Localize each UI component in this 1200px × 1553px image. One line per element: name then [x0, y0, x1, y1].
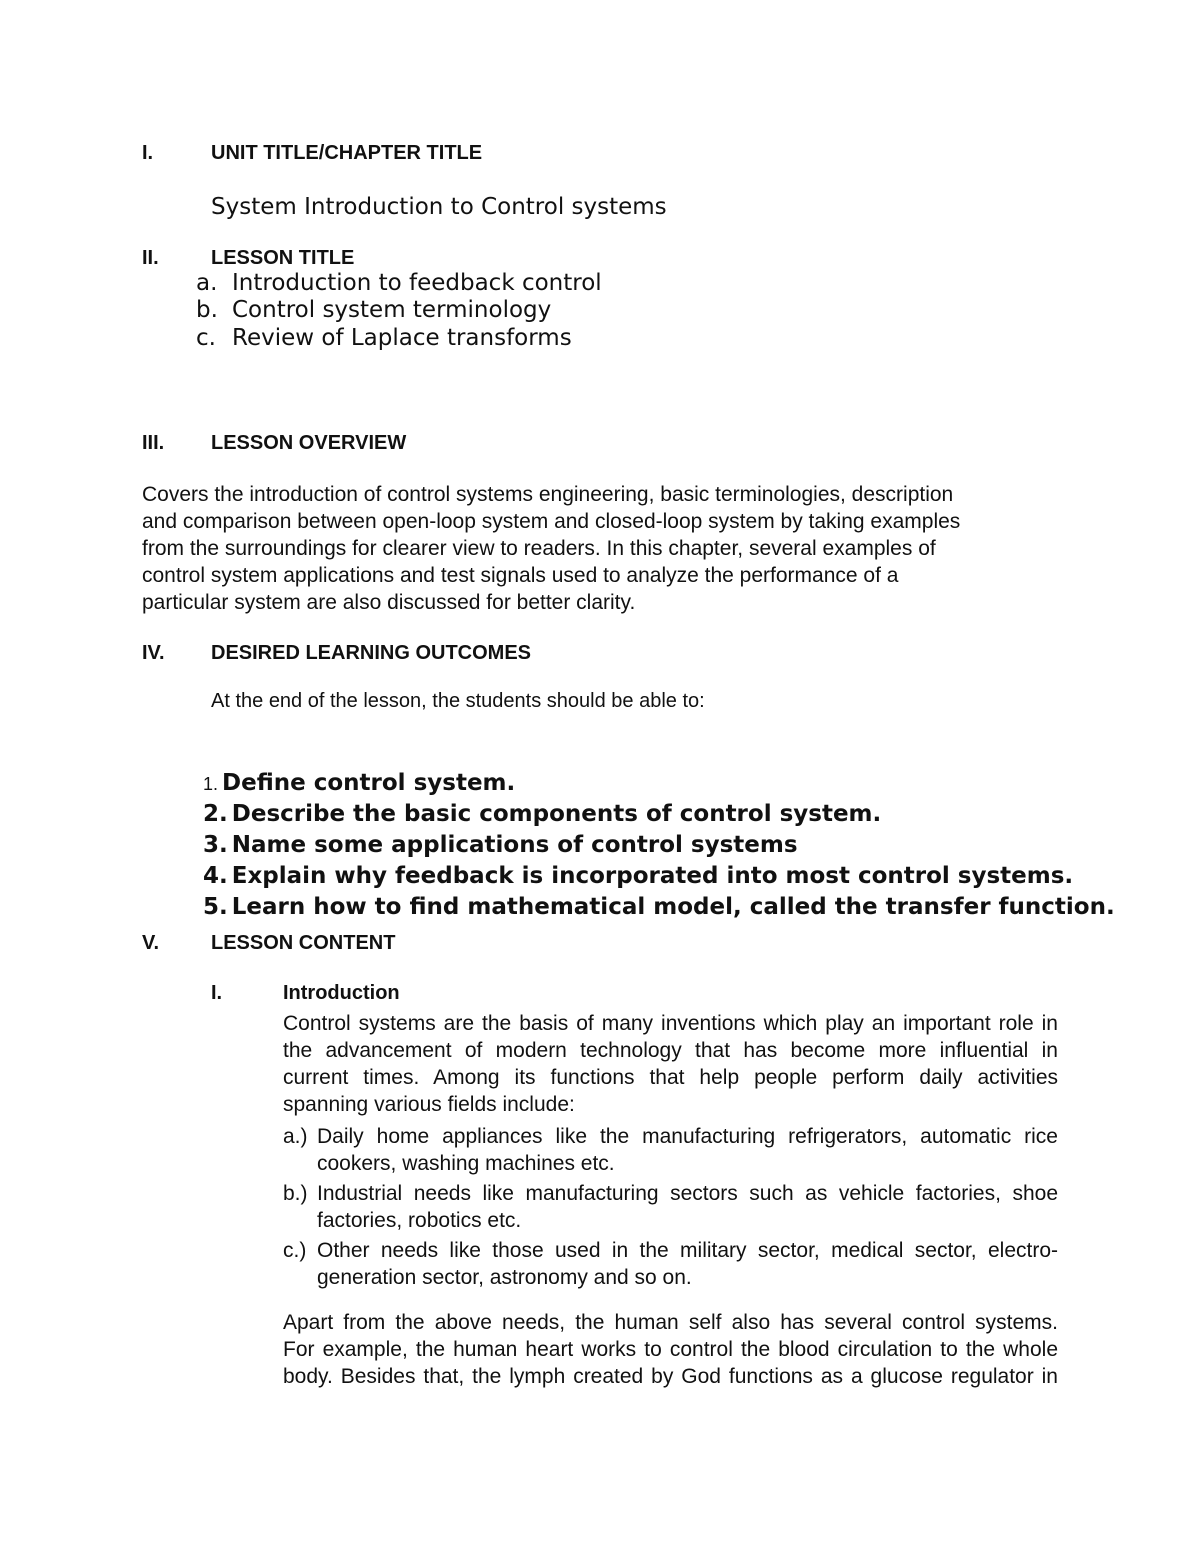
- lesson-title-item: Introduction to feedback control: [232, 270, 602, 296]
- list-item-line: Daily home appliances like the manufacturing refrigerators, automatic rice: [317, 1125, 1058, 1148]
- section-3-numeral: III.: [142, 432, 165, 454]
- list-marker: c.): [283, 1239, 307, 1262]
- outcome-item: [203, 831, 1115, 862]
- outcome-text: Describe the basic components of control system.: [231, 801, 882, 827]
- subsection-numeral: I.: [211, 982, 223, 1004]
- lesson-title-item: Control system terminology: [232, 297, 552, 323]
- list-item: [317, 1237, 1058, 1291]
- list-item: [317, 1123, 1058, 1177]
- outcome-text: Explain why feedback is incorporated into most control systems.: [231, 863, 1074, 889]
- overview-line: particular system are also discussed for better clarity.: [142, 591, 636, 614]
- intro-line: Apart from the above needs, the human self also has several control systems.: [283, 1311, 1058, 1334]
- lesson-title-marker: a.: [196, 270, 218, 296]
- overview-paragraph: [142, 481, 960, 616]
- list-marker: b.): [283, 1182, 308, 1205]
- intro-paragraph-2: [283, 1309, 1058, 1390]
- outcome-marker: 5.: [203, 894, 228, 920]
- list-item-line: cookers, washing machines etc.: [317, 1152, 615, 1175]
- outcome-text: Name some applications of control systems: [231, 832, 798, 858]
- intro-line: For example, the human heart works to control the blood circulation to the whole: [283, 1338, 1058, 1361]
- list-item-line: Industrial needs like manufacturing sectors such as vehicle factories, shoe: [317, 1182, 1058, 1205]
- overview-line: from the surroundings for clearer view to readers. In this chapter, several examples of: [142, 537, 936, 560]
- intro-line: the advancement of modern technology that has become more influential in: [283, 1039, 1058, 1062]
- outcome-marker: 4.: [203, 863, 228, 889]
- outcome-item: [203, 862, 1115, 893]
- outcome-item: [203, 800, 1115, 831]
- list-item-line: factories, robotics etc.: [317, 1209, 522, 1232]
- subsection-heading: Introduction: [283, 982, 400, 1004]
- intro-line: body. Besides that, the lymph created by God functions as a glucose regulator in: [283, 1365, 1058, 1388]
- section-4-heading: DESIRED LEARNING OUTCOMES: [211, 642, 532, 664]
- section-2-numeral: II.: [142, 247, 159, 269]
- intro-line: Control systems are the basis of many inventions which play an important role in: [283, 1012, 1058, 1035]
- lesson-title-marker: c.: [196, 325, 216, 351]
- outcome-item: [203, 769, 1115, 800]
- outcome-text: Learn how to find mathematical model, called the transfer function.: [231, 894, 1115, 920]
- intro-line: current times. Among its functions that help people perform daily activities: [283, 1066, 1058, 1089]
- outcome-marker: 1.: [203, 774, 219, 794]
- list-marker: a.): [283, 1125, 308, 1148]
- outcome-marker: 3.: [203, 832, 228, 858]
- list-item: [317, 1180, 1058, 1234]
- outcome-item: [203, 893, 1115, 924]
- outcome-marker: 2.: [203, 801, 228, 827]
- lesson-title-marker: b.: [196, 297, 218, 323]
- outcomes-list: [203, 769, 1115, 924]
- intro-line: spanning various fields include:: [283, 1093, 575, 1116]
- overview-line: Covers the introduction of control systems engineering, basic terminologies, description: [142, 483, 954, 506]
- list-item-line: Other needs like those used in the military sector, medical sector, electro-: [317, 1239, 1058, 1262]
- outcome-text: Define control system.: [222, 770, 516, 796]
- lesson-title-item: Review of Laplace transforms: [232, 325, 572, 351]
- section-5-heading: LESSON CONTENT: [211, 932, 396, 954]
- section-1-numeral: I.: [142, 142, 154, 164]
- outcomes-intro: At the end of the lesson, the students should be able to:: [211, 690, 705, 712]
- section-2-heading: LESSON TITLE: [211, 247, 355, 269]
- intro-paragraph-1: [283, 1010, 1058, 1118]
- list-item-line: generation sector, astronomy and so on.: [317, 1266, 692, 1289]
- section-4-numeral: IV.: [142, 642, 165, 664]
- section-3-heading: LESSON OVERVIEW: [211, 432, 407, 454]
- overview-line: control system applications and test signals used to analyze the performance of a: [142, 564, 899, 587]
- section-1-heading: UNIT TITLE/CHAPTER TITLE: [211, 142, 483, 164]
- overview-line: and comparison between open-loop system and closed-loop system by taking examples: [142, 510, 961, 533]
- section-5-numeral: V.: [142, 932, 160, 954]
- unit-title: System Introduction to Control systems: [211, 194, 667, 220]
